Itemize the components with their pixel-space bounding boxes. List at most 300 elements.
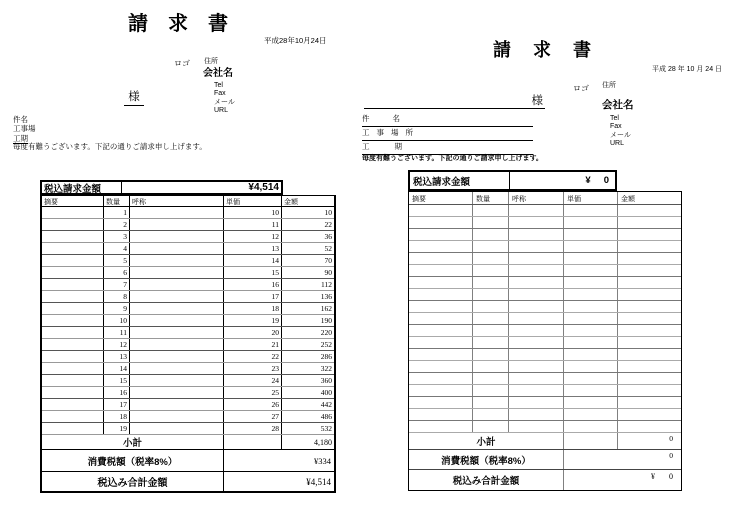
cell-amount bbox=[618, 277, 681, 288]
cell-qty: 18 bbox=[104, 411, 130, 422]
col-header-desc: 摘要 bbox=[42, 196, 104, 206]
cell-name bbox=[130, 219, 224, 230]
cell-amount bbox=[618, 409, 681, 420]
cell-unit-price bbox=[564, 337, 618, 348]
table-row bbox=[42, 351, 334, 363]
cell-name bbox=[509, 409, 564, 420]
cell-unit-price: 26 bbox=[224, 399, 282, 410]
cell-name bbox=[130, 255, 224, 266]
tax-value: 0 bbox=[669, 451, 673, 460]
table-row bbox=[409, 301, 681, 313]
cell-qty bbox=[473, 241, 509, 252]
cell-unit-price bbox=[564, 409, 618, 420]
cell-amount: 52 bbox=[324, 243, 332, 253]
cell-desc bbox=[409, 397, 473, 408]
cell-amount: 90 bbox=[324, 267, 332, 277]
cell-qty bbox=[473, 397, 509, 408]
table-row bbox=[409, 421, 681, 433]
table-row bbox=[42, 423, 334, 435]
cell-amount: 400 bbox=[320, 387, 332, 397]
cell-name bbox=[130, 267, 224, 278]
cell-unit-price bbox=[564, 265, 618, 276]
total-amount-label: 税込請求金額 bbox=[42, 182, 122, 193]
greeting-text: 毎度有難うございます。下記の通りご請求申し上げます。 bbox=[362, 155, 543, 162]
company-name-label: 会社名 bbox=[602, 99, 634, 111]
cell-amount bbox=[618, 253, 681, 264]
address-label: 住所 bbox=[602, 82, 616, 89]
table-row bbox=[409, 325, 681, 337]
recipient-honorific: 様 bbox=[124, 91, 144, 106]
column-header-row bbox=[409, 192, 681, 205]
cell-unit-price: 15 bbox=[224, 267, 282, 278]
cell-desc bbox=[42, 207, 104, 218]
cell-unit-price bbox=[564, 253, 618, 264]
address-label: 住所 bbox=[204, 58, 218, 65]
cell-qty: 19 bbox=[104, 423, 130, 434]
cell-desc bbox=[409, 421, 473, 432]
subtotal-row bbox=[409, 433, 681, 450]
cell-name bbox=[509, 253, 564, 264]
cell-qty: 11 bbox=[104, 327, 130, 338]
cell-qty: 12 bbox=[104, 339, 130, 350]
table-row bbox=[42, 207, 334, 219]
cell-name bbox=[130, 339, 224, 350]
table-row bbox=[42, 387, 334, 399]
table-row bbox=[409, 349, 681, 361]
table-row bbox=[42, 411, 334, 423]
cell-amount: 442 bbox=[320, 399, 332, 409]
table-row bbox=[42, 279, 334, 291]
cell-name bbox=[130, 327, 224, 338]
greeting-text: 毎度有難うございます。下記の通りご請求申し上げます。 bbox=[13, 142, 207, 151]
cell-unit-price bbox=[564, 313, 618, 324]
cell-desc bbox=[42, 219, 104, 230]
cell-amount bbox=[618, 337, 681, 348]
subtotal-row bbox=[42, 435, 334, 450]
cell-unit-price bbox=[564, 289, 618, 300]
col-header-name: 呼称 bbox=[130, 196, 224, 206]
cell-desc bbox=[42, 303, 104, 314]
grand-total-row bbox=[409, 470, 681, 490]
cell-qty bbox=[473, 265, 509, 276]
grand-total-value bbox=[564, 470, 681, 490]
cell-desc bbox=[42, 375, 104, 386]
cell-desc bbox=[409, 409, 473, 420]
cell-amount: 162 bbox=[320, 303, 332, 313]
table-row bbox=[42, 327, 334, 339]
cell-amount: 286 bbox=[320, 351, 332, 361]
cell-qty bbox=[473, 289, 509, 300]
cell-qty: 3 bbox=[104, 231, 130, 242]
cell-unit-price: 22 bbox=[224, 351, 282, 362]
cell-amount bbox=[618, 301, 681, 312]
cell-name bbox=[130, 351, 224, 362]
cell-qty bbox=[473, 325, 509, 336]
cell-qty bbox=[473, 385, 509, 396]
cell-unit-price: 20 bbox=[224, 327, 282, 338]
table-row bbox=[409, 217, 681, 229]
field-char: 所 bbox=[405, 128, 413, 138]
cell-amount bbox=[618, 265, 681, 276]
cell-amount: 360 bbox=[320, 375, 332, 385]
cell-unit-price: 17 bbox=[224, 291, 282, 302]
grand-total-value: ¥4,514 bbox=[306, 476, 331, 487]
cell-desc bbox=[409, 277, 473, 288]
cell-desc bbox=[42, 423, 104, 434]
field-char: 工 bbox=[362, 142, 370, 152]
logo-placeholder: ロゴ bbox=[573, 84, 589, 93]
table-row bbox=[409, 205, 681, 217]
total-amount-row bbox=[40, 180, 283, 195]
table-row bbox=[42, 219, 334, 231]
cell-name bbox=[130, 399, 224, 410]
cell-desc bbox=[409, 325, 473, 336]
cell-qty bbox=[473, 361, 509, 372]
period-field: 工期 bbox=[13, 133, 28, 143]
cell-desc bbox=[42, 327, 104, 338]
cell-qty: 8 bbox=[104, 291, 130, 302]
table-row bbox=[42, 231, 334, 243]
cell-name bbox=[509, 361, 564, 372]
col-header-qty: 数量 bbox=[473, 192, 509, 204]
cell-unit-price: 12 bbox=[224, 231, 282, 242]
cell-desc bbox=[42, 255, 104, 266]
invoice-page-2 bbox=[358, 0, 744, 521]
cell-unit-price: 25 bbox=[224, 387, 282, 398]
cell-name bbox=[130, 291, 224, 302]
table-row bbox=[42, 315, 334, 327]
cell-qty: 10 bbox=[104, 315, 130, 326]
total-amount-label: 税込請求金額 bbox=[410, 172, 510, 189]
cell-desc bbox=[42, 291, 104, 302]
cell-qty bbox=[473, 301, 509, 312]
total-amount-number: 0 bbox=[603, 175, 609, 186]
cell-unit-price bbox=[564, 229, 618, 240]
cell-name bbox=[130, 243, 224, 254]
cell-amount bbox=[618, 205, 681, 216]
field-char: 期 bbox=[394, 142, 402, 152]
field-char: 件 bbox=[362, 114, 370, 124]
cell-name bbox=[130, 423, 224, 434]
field-char: 場 bbox=[391, 128, 399, 138]
cell-unit-price bbox=[564, 397, 618, 408]
cell-amount bbox=[618, 373, 681, 384]
job-fields bbox=[362, 113, 533, 155]
cell-desc bbox=[409, 289, 473, 300]
cell-desc bbox=[409, 217, 473, 228]
cell-name bbox=[130, 315, 224, 326]
company-name-label: 会社名 bbox=[203, 68, 233, 79]
cell-amount bbox=[618, 325, 681, 336]
col-header-desc: 摘要 bbox=[409, 192, 473, 204]
cell-unit-price bbox=[564, 421, 618, 432]
cell-desc bbox=[42, 363, 104, 374]
site-field bbox=[362, 127, 533, 141]
cell-qty: 14 bbox=[104, 363, 130, 374]
tax-row bbox=[409, 450, 681, 470]
contact-tel: Tel bbox=[214, 82, 223, 89]
cell-amount bbox=[618, 229, 681, 240]
table-row bbox=[409, 385, 681, 397]
cell-desc bbox=[409, 361, 473, 372]
subtotal-label: 小計 bbox=[409, 433, 564, 449]
table-row bbox=[409, 229, 681, 241]
tax-label: 消費税額（税率8%） bbox=[409, 450, 564, 469]
cell-name bbox=[509, 301, 564, 312]
cell-name bbox=[130, 387, 224, 398]
table-grid bbox=[40, 195, 336, 493]
cell-amount: 70 bbox=[324, 255, 332, 265]
table-row bbox=[409, 241, 681, 253]
table-row bbox=[42, 243, 334, 255]
cell-name bbox=[509, 421, 564, 432]
cell-qty bbox=[473, 205, 509, 216]
cell-amount bbox=[618, 421, 681, 432]
cell-unit-price: 19 bbox=[224, 315, 282, 326]
cell-name bbox=[509, 229, 564, 240]
field-char: 名 bbox=[392, 114, 400, 124]
tax-row bbox=[42, 450, 334, 472]
cell-unit-price bbox=[564, 373, 618, 384]
cell-desc bbox=[42, 231, 104, 242]
subtotal-value: 0 bbox=[669, 434, 673, 443]
cell-amount bbox=[618, 361, 681, 372]
cell-desc bbox=[409, 301, 473, 312]
contact-block bbox=[610, 115, 631, 148]
recipient-name-line bbox=[364, 95, 545, 109]
table-row bbox=[42, 339, 334, 351]
col-header-amount: 金額 bbox=[621, 196, 635, 203]
cell-amount: 532 bbox=[320, 423, 332, 433]
cell-unit-price: 23 bbox=[224, 363, 282, 374]
cell-amount bbox=[618, 289, 681, 300]
cell-unit-price bbox=[564, 217, 618, 228]
table-row bbox=[42, 399, 334, 411]
cell-unit-price: 18 bbox=[224, 303, 282, 314]
cell-qty: 17 bbox=[104, 399, 130, 410]
invoice-table-2 bbox=[408, 170, 682, 491]
cell-name bbox=[509, 313, 564, 324]
subtotal-value: 4,180 bbox=[314, 437, 332, 447]
cell-name bbox=[509, 265, 564, 276]
table-row bbox=[409, 313, 681, 325]
cell-qty bbox=[473, 253, 509, 264]
column-header-row bbox=[42, 196, 334, 207]
field-char: 事 bbox=[376, 128, 384, 138]
recipient-honorific: 様 bbox=[531, 95, 543, 107]
contact-fax: Fax bbox=[610, 123, 622, 131]
cell-unit-price bbox=[564, 241, 618, 252]
invoice-page-1 bbox=[0, 0, 358, 521]
cell-desc bbox=[409, 349, 473, 360]
issue-date: 平成 28 年 10 月 24 日 bbox=[652, 66, 723, 73]
cell-name bbox=[509, 325, 564, 336]
cell-desc bbox=[42, 279, 104, 290]
yen-symbol: ¥ bbox=[585, 175, 591, 186]
cell-amount: 252 bbox=[320, 339, 332, 349]
cell-unit-price: 27 bbox=[224, 411, 282, 422]
table-row bbox=[409, 373, 681, 385]
grand-total-label: 税込み合計金額 bbox=[42, 472, 224, 491]
field-char: 工 bbox=[362, 128, 370, 138]
cell-unit-price bbox=[564, 325, 618, 336]
table-row bbox=[409, 337, 681, 349]
cell-qty: 16 bbox=[104, 387, 130, 398]
cell-amount: 36 bbox=[324, 231, 332, 241]
cell-name bbox=[509, 397, 564, 408]
table-row bbox=[409, 361, 681, 373]
contact-url: URL bbox=[610, 139, 625, 147]
table-body bbox=[409, 205, 681, 433]
cell-unit-price: 28 bbox=[224, 423, 282, 434]
cell-amount bbox=[618, 313, 681, 324]
subject-field bbox=[362, 113, 533, 127]
table-row bbox=[409, 253, 681, 265]
cell-amount bbox=[618, 349, 681, 360]
table-row bbox=[42, 303, 334, 315]
cell-name bbox=[509, 373, 564, 384]
subtotal-label: 小計 bbox=[42, 435, 224, 449]
issue-date: 平成28年10月24日 bbox=[264, 36, 327, 45]
cell-unit-price bbox=[564, 385, 618, 396]
cell-desc bbox=[409, 241, 473, 252]
cell-qty: 2 bbox=[104, 219, 130, 230]
total-amount-value: ¥4,514 bbox=[248, 182, 279, 193]
cell-amount bbox=[618, 217, 681, 228]
cell-name bbox=[509, 289, 564, 300]
subtotal-empty-cell bbox=[564, 433, 618, 449]
grand-total-label: 税込み合計金額 bbox=[409, 470, 564, 490]
cell-desc bbox=[42, 243, 104, 254]
cell-amount bbox=[618, 397, 681, 408]
cell-name bbox=[509, 205, 564, 216]
cell-qty bbox=[473, 349, 509, 360]
col-header-unitprice: 単価 bbox=[224, 196, 282, 206]
table-row bbox=[409, 409, 681, 421]
grand-total-number: 0 bbox=[669, 472, 673, 481]
cell-name bbox=[130, 303, 224, 314]
tax-value: ¥334 bbox=[314, 455, 331, 466]
cell-unit-price bbox=[564, 277, 618, 288]
col-header-amount: 金額 bbox=[284, 199, 298, 206]
total-amount-value bbox=[510, 172, 615, 189]
subtotal-empty-cell bbox=[224, 435, 282, 449]
cell-qty: 6 bbox=[104, 267, 130, 278]
cell-desc bbox=[42, 351, 104, 362]
cell-qty: 7 bbox=[104, 279, 130, 290]
cell-desc bbox=[409, 265, 473, 276]
cell-amount: 486 bbox=[320, 411, 332, 421]
cell-name bbox=[130, 231, 224, 242]
cell-desc bbox=[42, 399, 104, 410]
cell-unit-price bbox=[564, 349, 618, 360]
cell-desc bbox=[409, 313, 473, 324]
cell-desc bbox=[42, 315, 104, 326]
job-fields bbox=[13, 115, 36, 143]
table-body bbox=[42, 207, 334, 435]
cell-amount: 112 bbox=[321, 279, 332, 289]
table-row bbox=[409, 397, 681, 409]
cell-unit-price: 24 bbox=[224, 375, 282, 386]
cell-desc bbox=[409, 205, 473, 216]
cell-name bbox=[509, 337, 564, 348]
cell-unit-price: 10 bbox=[224, 207, 282, 218]
cell-desc bbox=[42, 387, 104, 398]
cell-name bbox=[130, 375, 224, 386]
contact-mail: メール bbox=[214, 98, 235, 106]
cell-unit-price: 16 bbox=[224, 279, 282, 290]
cell-amount: 22 bbox=[324, 219, 332, 229]
cell-qty bbox=[473, 421, 509, 432]
cell-amount bbox=[618, 241, 681, 252]
cell-amount: 322 bbox=[320, 363, 332, 373]
table-row bbox=[409, 265, 681, 277]
contact-url: URL bbox=[214, 106, 229, 114]
period-field bbox=[362, 141, 533, 155]
table-row bbox=[42, 255, 334, 267]
cell-name bbox=[509, 349, 564, 360]
table-row bbox=[42, 363, 334, 375]
cell-amount: 190 bbox=[320, 315, 332, 325]
col-header-qty: 数量 bbox=[104, 196, 130, 206]
cell-desc bbox=[409, 229, 473, 240]
cell-unit-price bbox=[564, 361, 618, 372]
cell-desc bbox=[42, 267, 104, 278]
table-row bbox=[409, 277, 681, 289]
contact-mail: メール bbox=[610, 131, 631, 139]
cell-qty bbox=[473, 229, 509, 240]
cell-qty: 9 bbox=[104, 303, 130, 314]
cell-name bbox=[509, 385, 564, 396]
cell-amount bbox=[618, 385, 681, 396]
col-header-name: 呼称 bbox=[509, 192, 564, 204]
cell-qty: 13 bbox=[104, 351, 130, 362]
table-row bbox=[42, 375, 334, 387]
cell-desc bbox=[409, 385, 473, 396]
cell-unit-price bbox=[564, 205, 618, 216]
cell-qty bbox=[473, 217, 509, 228]
cell-name bbox=[130, 363, 224, 374]
cell-unit-price: 13 bbox=[224, 243, 282, 254]
cell-qty bbox=[473, 337, 509, 348]
cell-name bbox=[130, 411, 224, 422]
col-header-unitprice: 単価 bbox=[564, 192, 618, 204]
contact-tel: Tel bbox=[610, 115, 619, 122]
cell-desc bbox=[409, 373, 473, 384]
page-title: 請 求 書 bbox=[128, 13, 228, 35]
table-row bbox=[42, 267, 334, 279]
cell-unit-price bbox=[564, 301, 618, 312]
cell-qty: 5 bbox=[104, 255, 130, 266]
subject-field: 件名 bbox=[13, 115, 28, 124]
cell-unit-price: 21 bbox=[224, 339, 282, 350]
cell-amount: 10 bbox=[324, 207, 332, 217]
site-field: 工事場 bbox=[13, 124, 36, 134]
contact-fax: Fax bbox=[214, 90, 226, 98]
cell-qty: 15 bbox=[104, 375, 130, 386]
cell-name bbox=[130, 279, 224, 290]
cell-amount: 136 bbox=[320, 291, 332, 301]
total-amount-row bbox=[408, 170, 617, 191]
cell-unit-price: 11 bbox=[224, 219, 282, 230]
cell-desc bbox=[409, 253, 473, 264]
contact-block bbox=[214, 82, 235, 115]
cell-name bbox=[509, 241, 564, 252]
cell-name bbox=[509, 277, 564, 288]
cell-qty: 1 bbox=[104, 207, 130, 218]
cell-qty bbox=[473, 313, 509, 324]
cell-amount: 220 bbox=[320, 327, 332, 337]
